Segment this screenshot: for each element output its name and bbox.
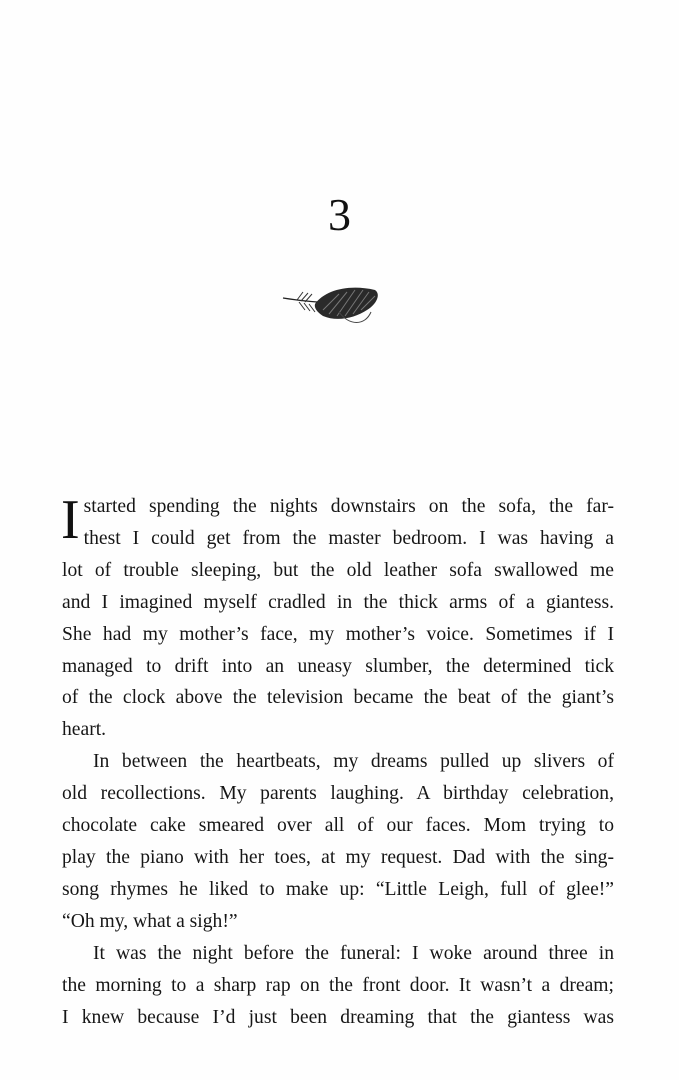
chapter-body-text [62, 491, 614, 1033]
chapter-number: 3 [328, 189, 351, 240]
text-line: of the clock above the television became the beat of the giant’s [62, 687, 614, 709]
drop-cap: I [61, 489, 80, 551]
text-line: lot of trouble sleeping, but the old leather sofa swallowed me [62, 559, 614, 581]
paragraph-1 [62, 491, 614, 746]
text-line: managed to drift into an uneasy slumber, the determined tick [62, 655, 614, 677]
text-line: heart. [62, 719, 107, 741]
text-line: song rhymes he liked to make up: “Little Leigh, full of glee!” [62, 878, 614, 900]
text-line: and I imagined myself cradled in the thick arms of a giantess. [62, 591, 614, 613]
text-line: She had my mother’s face, my mother’s voice. Sometimes if I [62, 623, 614, 645]
text-line: “Oh my, what a sigh!” [62, 910, 238, 932]
paragraph-3 [62, 938, 614, 1034]
paragraph-2 [62, 746, 614, 937]
text-line: old recollections. My parents laughing. A birthday celebration, [62, 783, 614, 805]
text-line: the morning to a sharp rap on the front door. It wasn’t a dream; [62, 974, 614, 996]
feather-icon [279, 282, 383, 328]
text-line: started spending the nights downstairs on the sofa, the far- [83, 496, 614, 517]
text-line: chocolate cake smeared over all of our faces. Mom trying to [62, 815, 614, 837]
text-line: It was the night before the funeral: I woke around three in [93, 942, 614, 964]
text-line: In between the heartbeats, my dreams pulled up slivers of [93, 751, 614, 773]
text-line: thest I could get from the master bedroom. I was having a [83, 527, 614, 549]
text-line: play the piano with her toes, at my request. Dad with the sing- [62, 846, 614, 868]
text-line: I knew because I’d just been dreaming that the giantess was [62, 1006, 614, 1028]
